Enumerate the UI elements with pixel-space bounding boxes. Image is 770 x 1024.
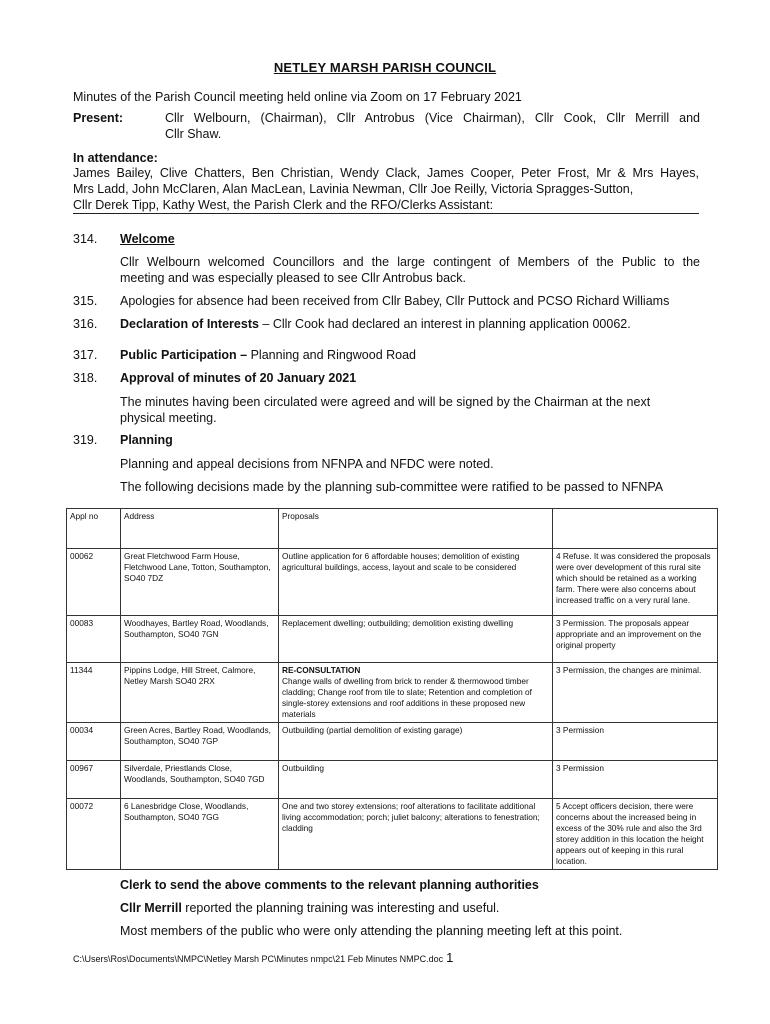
cell-proposal: One and two storey extensions; roof alterations to facilitate additional living accommodation; porch; juliet balcony; alterations to fenestration; cladding <box>279 799 553 870</box>
merrill-line <box>120 900 700 916</box>
present-line-1: Cllr Welbourn, (Chairman), Cllr Antrobus (Vice Chairman), Cllr Cook, Cllr Merrill and <box>165 111 700 125</box>
item-316-number: 316. <box>73 317 98 331</box>
attendance-line-2: Mrs Ladd, John McClaren, Alan MacLean, Lavinia Newman, Cllr Joe Reilly, Victoria Spragges-Sutton, <box>73 182 634 196</box>
planning-decisions-table <box>66 508 718 870</box>
present-label: Present: <box>73 111 124 125</box>
item-317-text: Planning and Ringwood Road <box>247 348 416 362</box>
header-appl-no: Appl no <box>67 509 121 549</box>
cell-address: 6 Lanesbridge Close, Woodlands, Southampton, SO40 7GG <box>121 799 279 870</box>
table-row <box>67 616 718 663</box>
cell-decision: 3 Permission <box>553 723 718 761</box>
cell-proposal: Outbuilding <box>279 761 553 799</box>
item-314-number: 314. <box>73 232 98 246</box>
cell-proposal: Replacement dwelling; outbuilding; demolition existing dwelling <box>279 616 553 663</box>
cell-decision: 3 Permission, the changes are minimal. <box>553 663 718 723</box>
cell-appl: 11344 <box>67 663 121 723</box>
item-315-text: Apologies for absence had been received from Cllr Babey, Cllr Puttock and PCSO Richard Williams <box>120 294 670 308</box>
merrill-text: reported the planning training was interesting and useful. <box>181 901 500 915</box>
cell-appl: 00034 <box>67 723 121 761</box>
proposal-text: Change walls of dwelling from brick to render & thermowood timber cladding; Change roof from tile to slate; Retention and completion of single-storey extensions and roof additions in these proposed new materials <box>282 676 532 719</box>
meeting-subtitle: Minutes of the Parish Council meeting held online via Zoom on 17 February 2021 <box>73 90 522 104</box>
cell-address: Pippins Lodge, Hill Street, Calmore, Netley Marsh SO40 2RX <box>121 663 279 723</box>
item-318-text-1: The minutes having been circulated were agreed and will be signed by the Chairman at the next <box>120 395 651 409</box>
cell-appl: 00062 <box>67 549 121 616</box>
cell-appl: 00967 <box>67 761 121 799</box>
cell-address: Silverdale, Priestlands Close, Woodlands, Southampton, SO40 7GD <box>121 761 279 799</box>
table-row <box>67 723 718 761</box>
item-319-text-1: Planning and appeal decisions from NFNPA and NFDC were noted. <box>120 457 494 471</box>
item-318-heading: Approval of minutes of 20 January 2021 <box>120 371 357 385</box>
footer <box>73 950 453 965</box>
header-decision <box>553 509 718 549</box>
merrill-name: Cllr Merrill <box>120 901 182 915</box>
item-318-number: 318. <box>73 371 98 385</box>
cell-proposal: Outbuilding (partial demolition of existing garage) <box>279 723 553 761</box>
document-title: NETLEY MARSH PARISH COUNCIL <box>273 60 497 75</box>
cell-decision: 3 Permission <box>553 761 718 799</box>
cell-address: Green Acres, Bartley Road, Woodlands, Southampton, SO40 7GP <box>121 723 279 761</box>
item-316-line <box>120 316 700 332</box>
item-318-text-2: physical meeting. <box>120 411 217 425</box>
item-319-heading: Planning <box>120 433 173 447</box>
table-row <box>67 549 718 616</box>
attendance-line-1: James Bailey, Clive Chatters, Ben Christian, Wendy Clack, James Cooper, Peter Frost, Mr & Mrs Hayes, <box>73 166 699 180</box>
reconsultation-heading: RE-CONSULTATION <box>282 665 361 675</box>
item-316-heading: Declaration of Interests <box>120 317 259 331</box>
cell-decision: 3 Permission. The proposals appear appropriate and an improvement on the original property <box>553 616 718 663</box>
section-divider <box>73 213 699 214</box>
item-314-text-2: meeting and was especially pleased to see Cllr Antrobus back. <box>120 271 467 285</box>
cell-appl: 00072 <box>67 799 121 870</box>
item-315-number: 315. <box>73 294 98 308</box>
table-header-row <box>67 509 718 549</box>
cell-address: Great Fletchwood Farm House, Fletchwood Lane, Totton, Southampton, SO40 7DZ <box>121 549 279 616</box>
item-314-text-1: Cllr Welbourn welcomed Councillors and the large contingent of Members of the Public to the <box>120 255 700 269</box>
item-317-heading: Public Participation – <box>120 348 248 362</box>
item-317-number: 317. <box>73 348 98 362</box>
item-314-heading: Welcome <box>120 232 175 246</box>
footer-page-number: 1 <box>446 950 454 965</box>
cell-proposal <box>279 663 553 723</box>
present-line-2: Cllr Shaw. <box>165 127 222 141</box>
header-proposals: Proposals <box>279 509 553 549</box>
table-row <box>67 799 718 870</box>
item-317-line <box>120 347 700 363</box>
cell-decision: 4 Refuse. It was considered the proposals were over development of this rural site which should be retained as a working farm. There were also concerns about increased traffic on a very rural lane. <box>553 549 718 616</box>
attendance-label: In attendance: <box>73 151 158 165</box>
cell-decision: 5 Accept officers decision, there were concerns about the increased being in excess of the 30% rule and also the 3rd storey addition in this location the height appears out of keeping in this rural location. <box>553 799 718 870</box>
item-316-text: – Cllr Cook had declared an interest in planning application 00062. <box>258 317 631 331</box>
cell-proposal: Outline application for 6 affordable houses; demolition of existing agricultural buildings, access, layout and scale to be considered <box>279 549 553 616</box>
item-319-text-2: The following decisions made by the planning sub-committee were ratified to be passed to NFNPA <box>120 480 664 494</box>
footer-file-path: C:\Users\Ros\Documents\NMPC\Netley Marsh PC\Minutes nmpc\21 Feb Minutes NMPC.doc <box>73 954 444 964</box>
table-row <box>67 663 718 723</box>
header-address: Address <box>121 509 279 549</box>
item-319-number: 319. <box>73 433 98 447</box>
cell-address: Woodhayes, Bartley Road, Woodlands, Southampton, SO40 7GN <box>121 616 279 663</box>
table-row <box>67 761 718 799</box>
clerk-action: Clerk to send the above comments to the relevant planning authorities <box>120 878 539 892</box>
attendance-line-3: Cllr Derek Tipp, Kathy West, the Parish Clerk and the RFO/Clerks Assistant: <box>73 198 494 212</box>
members-left-note: Most members of the public who were only attending the planning meeting left at this point. <box>120 924 623 938</box>
cell-appl: 00083 <box>67 616 121 663</box>
